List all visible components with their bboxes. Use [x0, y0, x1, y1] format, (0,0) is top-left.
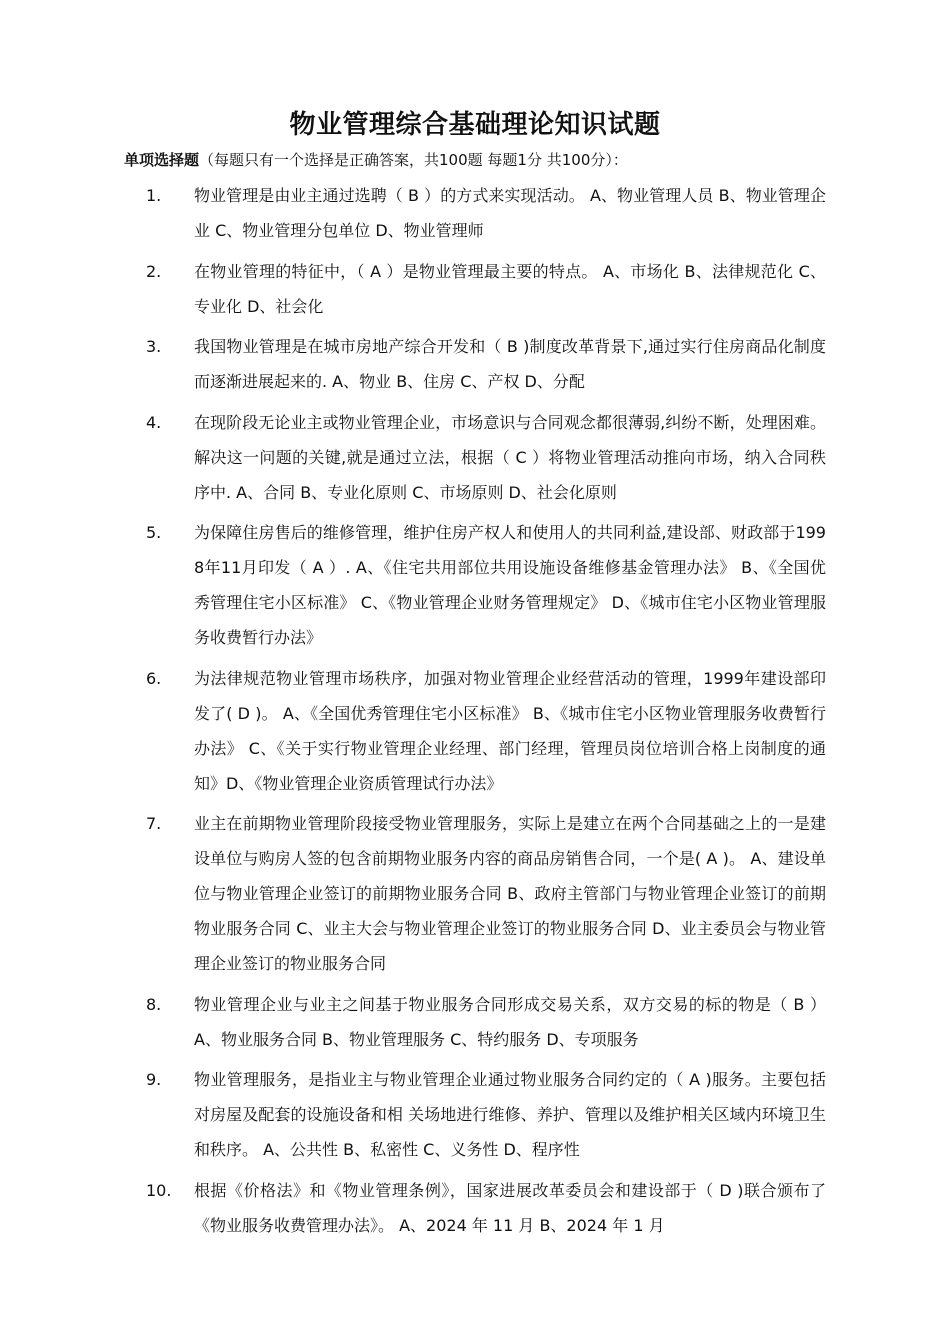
- question-item: [0, 806, 950, 981]
- question-number: 6.: [146, 668, 162, 688]
- question-number: 7.: [146, 814, 162, 833]
- question-text: 为保障住房售后的维修管理，维护住房产权人和使用人的共同利益,建设部、财政部于1998年11月印发（ A ）. A、《住宅共用部位共用设施设备维修基金管理办法》 B、《全国优秀管理住宅小区标准》 C、《物业管理企业财务管理规定》 D、《城市住宅小区物业管理服务收费暂行办法》: [194, 523, 826, 647]
- question-item: [0, 661, 950, 801]
- question-text: 根据《价格法》和《物业管理条例》，国家进展改革委员会和建设部于（ D )联合颁布了《物业服务收费管理办法》。 A、2024 年 11 月 B、2024 年 1 月: [194, 1180, 826, 1235]
- section-note: （每题只有一个选择是正确答案，共100题 每题1分 共100分）：: [199, 151, 628, 169]
- question-number: 3.: [146, 337, 162, 356]
- question-number: 1.: [146, 186, 162, 205]
- question-text: 物业管理企业与业主之间基于物业服务合同形成交易关系，双方交易的标的物是（ B ）A、物业服务合同 B、物业管理服务 C、特约服务 D、专项服务: [194, 994, 826, 1049]
- question-number: 8.: [146, 994, 162, 1014]
- question-number: 5.: [146, 523, 162, 542]
- section-lead: 单项选择题: [124, 151, 200, 169]
- question-number: 2.: [146, 261, 162, 281]
- question-item: [0, 515, 950, 655]
- question-item: [0, 405, 950, 510]
- question-item: [0, 178, 950, 248]
- question-item: [0, 1173, 950, 1243]
- question-text: 为法律规范物业管理市场秩序，加强对物业管理企业经营活动的管理，1999年建设部印发了( D )。 A、《全国优秀管理住宅小区标准》 B、《城市住宅小区物业管理服务收费暂行办法》 C、《关于实行物业管理企业经理、部门经理，管理员岗位培训合格上岗制度的通知》D、《物业管理企业资质管理试行办法》: [194, 668, 826, 793]
- question-item: [0, 1062, 950, 1167]
- page-title: 物业管理综合基础理论知识试题: [289, 110, 661, 140]
- question-number: 9.: [146, 1070, 162, 1089]
- section-heading: [124, 149, 884, 171]
- question-number: 4.: [146, 412, 162, 432]
- question-item: [0, 987, 950, 1057]
- question-text: 在物业管理的特征中，（ A ）是物业管理最主要的特点。 A、市场化 B、法律规范化 C、专业化 D、社会化: [194, 261, 826, 316]
- question-list: [0, 178, 950, 1248]
- question-item: [0, 254, 950, 324]
- question-text: 在现阶段无论业主或物业管理企业，市场意识与合同观念都很薄弱,纠纷不断，处理困难。解决这一问题的关键,就是通过立法，根据（ C ）将物业管理活动推向市场，纳入合同秩序中. A、合同 B、专业化原则 C、市场原则 D、社会化原则: [194, 412, 826, 502]
- question-text: 物业管理是由业主通过选聘（ B ）的方式来实现活动。 A、物业管理人员 B、物业管理企业 C、物业管理分包单位 D、物业管理师: [194, 186, 826, 240]
- question-number: 10.: [146, 1180, 172, 1200]
- question-item: [0, 329, 950, 399]
- question-text: 业主在前期物业管理阶段接受物业管理服务，实际上是建立在两个合同基础之上的一是建设单位与购房人签的包含前期物业服务内容的商品房销售合同，一个是( A )。 A、建设单位与物业管理企业签订的前期物业服务合同 B、政府主管部门与物业管理企业签订的前期物业服务合同 C、业主大会与物业管理企业签订的物业服务合同 D、业主委员会与物业管理企业签订的物业服务合同: [194, 814, 826, 973]
- question-text: 我国物业管理是在城市房地产综合开发和（ B )制度改革背景下,通过实行住房商品化制度而逐渐进展起来的. A、物业 B、住房 C、产权 D、分配: [194, 337, 826, 391]
- question-text: 物业管理服务，是指业主与物业管理企业通过物业服务合同约定的（ A )服务。主要包括对房屋及配套的设施设备和相 关场地进行维修、养护、管理以及维护相关区域内环境卫生和秩序。 A、公共性 B、私密性 C、义务性 D、程序性: [194, 1070, 826, 1159]
